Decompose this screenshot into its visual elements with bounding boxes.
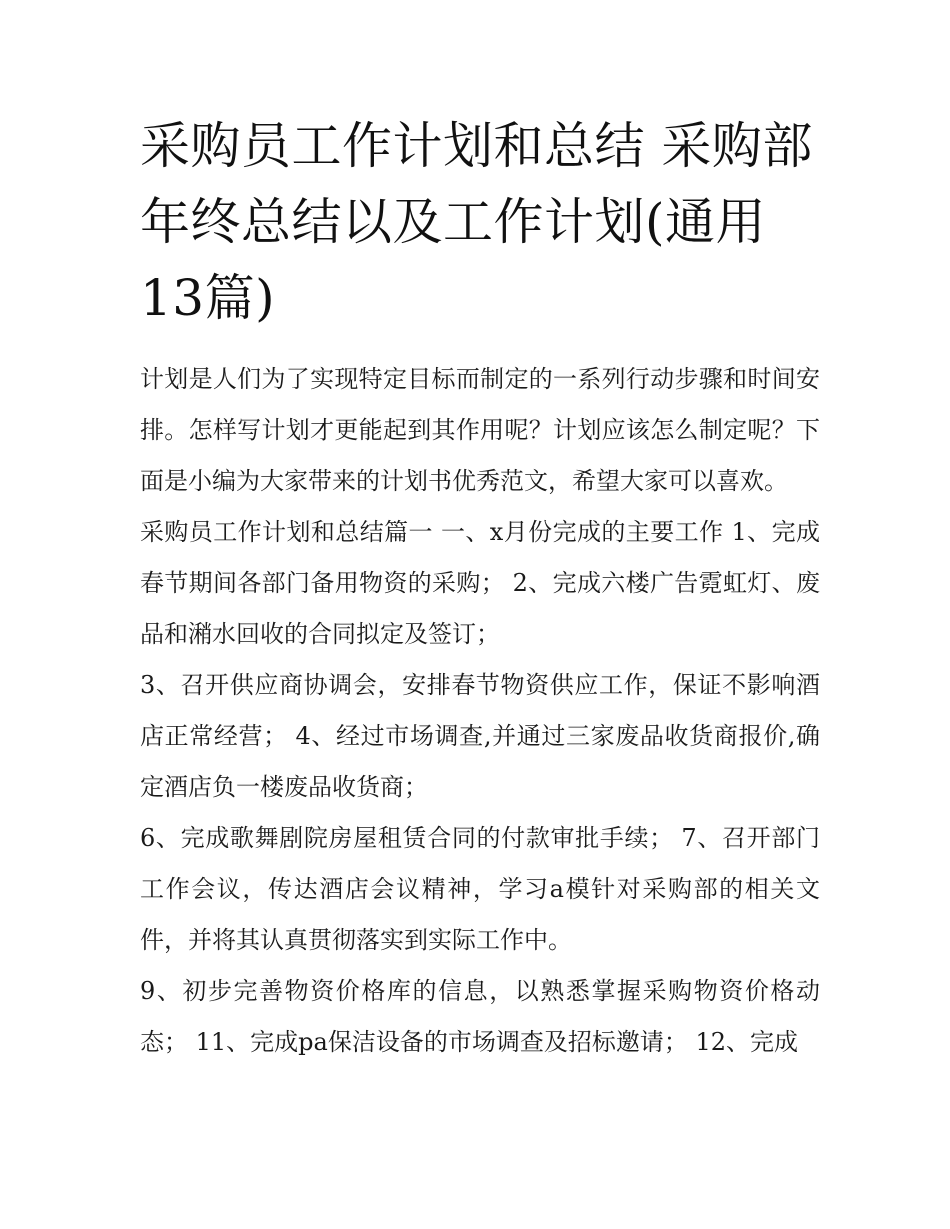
document-body	[140, 108, 820, 1068]
paragraph-4: 9、初步完善物资价格库的信息，以熟悉掌握采购物资价格动态； 11、完成pa保洁设备的市场调查及招标邀请； 12、完成	[140, 977, 820, 1056]
paragraph-intro: 计划是人们为了实现特定目标而制定的一系列行动步骤和时间安排。怎样写计划才更能起到其作用呢？计划应该怎么制定呢？下面是小编为大家带来的计划书优秀范文，希望大家可以喜欢。	[140, 365, 820, 495]
paragraph-3: 6、完成歌舞剧院房屋租赁合同的付款审批手续； 7、召开部门工作会议，传达酒店会议精神，学习a模针对采购部的相关文件，并将其认真贯彻落实到实际工作中。	[140, 824, 820, 954]
document-title: 采购员工作计划和总结 采购部年终总结以及工作计划(通用13篇)	[140, 117, 813, 327]
paragraph-1: 采购员工作计划和总结篇一 一、x月份完成的主要工作 1、完成春节期间各部门备用物资的采购； 2、完成六楼广告霓虹灯、废品和潲水回收的合同拟定及签订；	[140, 518, 820, 648]
paragraph-2: 3、召开供应商协调会，安排春节物资供应工作，保证不影响酒店正常经营； 4、经过市场调查,并通过三家废品收货商报价,确定酒店负一楼废品收货商；	[140, 671, 820, 801]
